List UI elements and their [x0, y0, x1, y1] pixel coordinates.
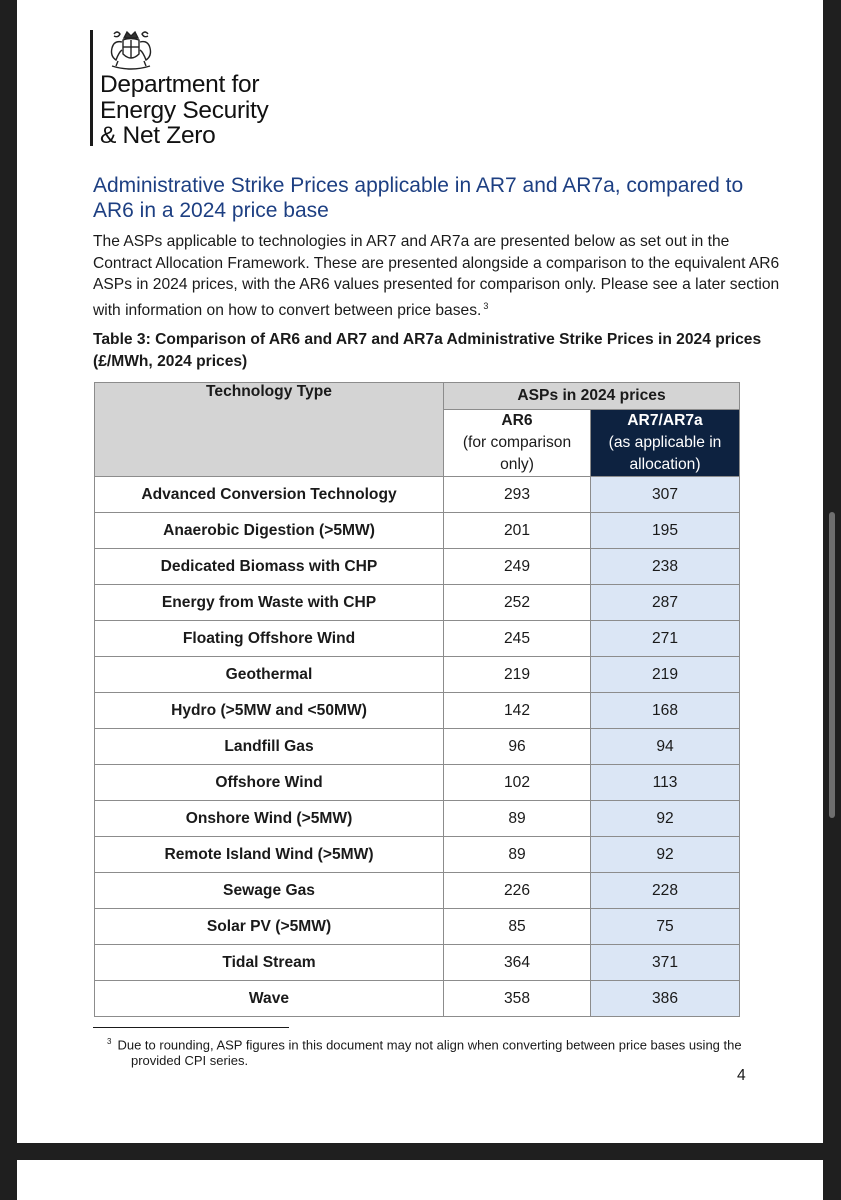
logo-line-3: & Net Zero [100, 122, 216, 149]
table-row [95, 657, 740, 693]
asp-group-header: ASPs in 2024 prices [444, 383, 740, 410]
asp-comparison-table [94, 382, 740, 1017]
ar7-value-cell: 228 [591, 873, 740, 909]
ar6-header-subtitle: (for comparison only) [462, 434, 572, 473]
footnote [93, 1034, 773, 1069]
ar6-header [444, 410, 591, 477]
table-row [95, 801, 740, 837]
ar7-value-cell: 75 [591, 909, 740, 945]
table-row [95, 549, 740, 585]
ar6-value-cell: 252 [444, 585, 591, 621]
scrollbar-thumb[interactable] [829, 512, 835, 818]
ar7-value-cell: 219 [591, 657, 740, 693]
ar7-value-cell: 195 [591, 513, 740, 549]
table-row [95, 621, 740, 657]
technology-cell: Wave [95, 981, 444, 1017]
table-row [95, 945, 740, 981]
ar7-value-cell: 371 [591, 945, 740, 981]
ar6-value-cell: 89 [444, 801, 591, 837]
technology-cell: Energy from Waste with CHP [95, 585, 444, 621]
ar7-header-subtitle: (as applicable in allocation) [608, 434, 722, 473]
technology-cell: Anaerobic Digestion (>5MW) [95, 513, 444, 549]
next-page [17, 1160, 823, 1200]
ar7-value-cell: 238 [591, 549, 740, 585]
footnote-ref[interactable]: 3 [483, 300, 489, 311]
ar6-value-cell: 293 [444, 477, 591, 513]
ar6-value-cell: 142 [444, 693, 591, 729]
technology-cell: Hydro (>5MW and <50MW) [95, 693, 444, 729]
ar6-value-cell: 219 [444, 657, 591, 693]
ar6-value-cell: 226 [444, 873, 591, 909]
ar6-value-cell: 96 [444, 729, 591, 765]
technology-cell: Sewage Gas [95, 873, 444, 909]
ar6-value-cell: 249 [444, 549, 591, 585]
page-number: 4 [737, 1067, 746, 1084]
ar7-value-cell: 92 [591, 837, 740, 873]
ar6-value-cell: 358 [444, 981, 591, 1017]
ar7-value-cell: 113 [591, 765, 740, 801]
ar7-value-cell: 94 [591, 729, 740, 765]
ar6-header-title: AR6 [501, 412, 533, 429]
technology-cell: Geothermal [95, 657, 444, 693]
technology-cell: Floating Offshore Wind [95, 621, 444, 657]
ar7-value-cell: 307 [591, 477, 740, 513]
footnote-divider [93, 1027, 289, 1028]
ar7-value-cell: 386 [591, 981, 740, 1017]
table-row [95, 909, 740, 945]
table-row [95, 729, 740, 765]
logo-line-1: Department for [100, 71, 260, 98]
table-row [95, 585, 740, 621]
ar6-value-cell: 201 [444, 513, 591, 549]
technology-cell: Remote Island Wind (>5MW) [95, 837, 444, 873]
ar6-value-cell: 245 [444, 621, 591, 657]
ar6-value-cell: 102 [444, 765, 591, 801]
royal-crest-icon [104, 28, 158, 72]
intro-text: The ASPs applicable to technologies in AR7 and AR7a are presented below as set out in the Contract Allocation Framework. These are presented alongside a comparison to the equivalent AR6 ASPs in 2024 prices, with the AR6 values presented for comparison only. Please see a later section with information on how to convert between price bases. [93, 233, 780, 319]
document-page [17, 0, 823, 1143]
table-caption: Table 3: Comparison of AR6 and AR7 and AR7a Administrative Strike Prices in 2024 prices (£/MWh, 2024 prices) [93, 331, 762, 370]
technology-cell: Offshore Wind [95, 765, 444, 801]
ar7-value-cell: 168 [591, 693, 740, 729]
ar6-value-cell: 89 [444, 837, 591, 873]
ar7-value-cell: 287 [591, 585, 740, 621]
table-row [95, 837, 740, 873]
technology-cell: Onshore Wind (>5MW) [95, 801, 444, 837]
logo-rule [90, 30, 93, 146]
technology-cell: Tidal Stream [95, 945, 444, 981]
ar7-value-cell: 92 [591, 801, 740, 837]
table-row [95, 765, 740, 801]
table-row [95, 873, 740, 909]
technology-cell: Solar PV (>5MW) [95, 909, 444, 945]
table-row [95, 981, 740, 1017]
ar7-header-title: AR7/AR7a [627, 412, 703, 429]
ar7-value-cell: 271 [591, 621, 740, 657]
technology-cell: Landfill Gas [95, 729, 444, 765]
technology-type-header: Technology Type [95, 383, 444, 477]
department-logo-text [100, 72, 268, 149]
table-row [95, 513, 740, 549]
technology-cell: Advanced Conversion Technology [95, 477, 444, 513]
ar6-value-cell: 85 [444, 909, 591, 945]
table-row [95, 477, 740, 513]
ar7-header [591, 410, 740, 477]
footnote-text: Due to rounding, ASP figures in this document may not align when converting between price bases using the provided CPI series. [117, 1037, 742, 1069]
ar6-value-cell: 364 [444, 945, 591, 981]
logo-line-2: Energy Security [100, 96, 269, 124]
technology-cell: Dedicated Biomass with CHP [95, 549, 444, 585]
footnote-number: 3 [107, 1037, 112, 1046]
intro-paragraph [93, 231, 783, 321]
table-row [95, 693, 740, 729]
section-title: Administrative Strike Prices applicable in AR7 and AR7a, compared to AR6 in a 2024 price base [93, 174, 744, 222]
